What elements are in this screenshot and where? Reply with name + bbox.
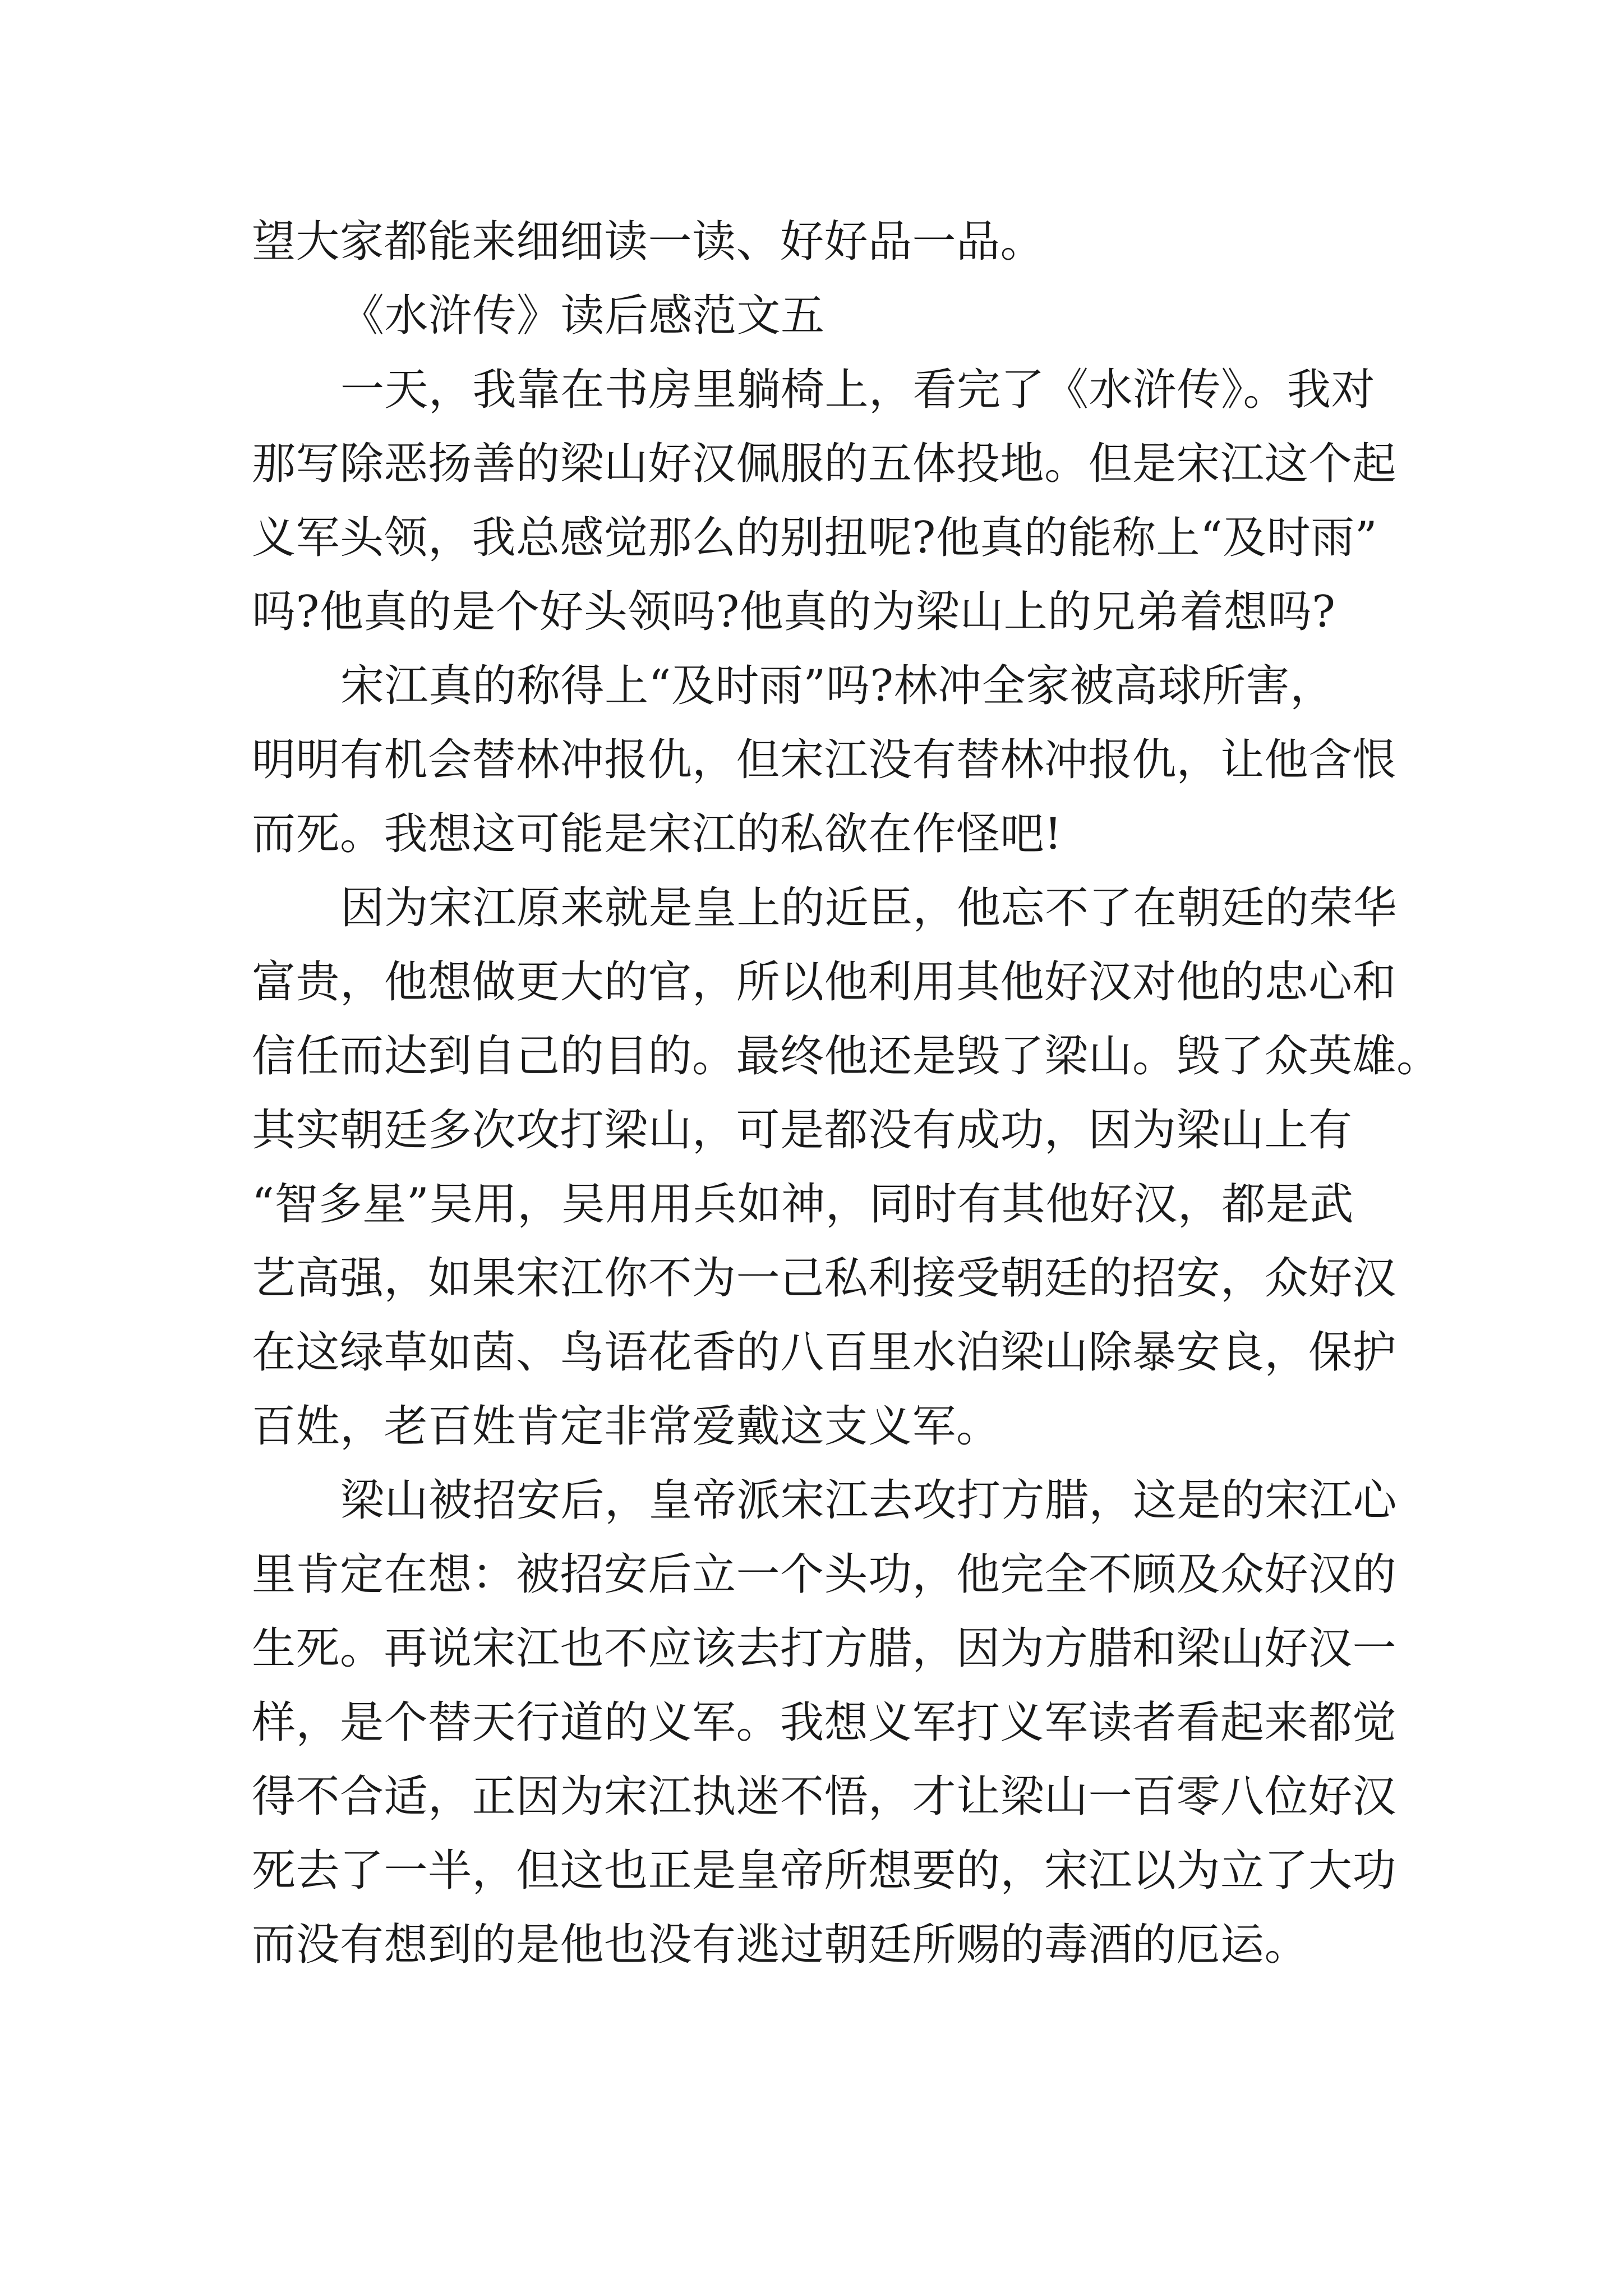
text-line: 义军头领，我总感觉那么的别扭呢?他真的能称上“及时雨” — [252, 513, 1378, 563]
document-body — [252, 205, 1441, 1982]
text-line: 一天，我靠在书房里躺椅上，看完了《水浒传》。我对 — [340, 365, 1376, 415]
text-line: 宋江真的称得上“及时雨”吗?林冲全家被高球所害， — [340, 661, 1334, 711]
text-line: 明明有机会替林冲报仇，但宋江没有替林冲报仇，让他含恨 — [252, 735, 1397, 785]
text-line: 望大家都能来细细读一读、好好品一品。 — [252, 217, 1045, 267]
text-line: 艺高强，如果宋江你不为一己私利接受朝廷的招安，众好汉 — [252, 1253, 1397, 1304]
text-line: 死去了一半，但这也正是皇帝所想要的，宋江以为立了大功 — [252, 1846, 1397, 1896]
text-line: 吗?他真的是个好头领吗?他真的为梁山上的兄弟着想吗? — [252, 587, 1336, 637]
text-line: 信任而达到自己的目的。最终他还是毁了梁山。毁了众英雄。 — [252, 1031, 1441, 1082]
text-line: 梁山被招安后，皇帝派宋江去攻打方腊，这是的宋江心 — [340, 1475, 1398, 1526]
text-line: 在这绿草如茵、鸟语花香的八百里水泊梁山除暴安良，保护 — [252, 1327, 1397, 1378]
text-line: 样，是个替天行道的义军。我想义军打义军读者看起来都觉 — [252, 1697, 1397, 1748]
text-line: 其实朝廷多次攻打梁山，可是都没有成功，因为梁山上有 — [252, 1105, 1353, 1156]
text-line: 而死。我想这可能是宋江的私欲在作怪吧! — [252, 809, 1062, 859]
text-line: 因为宋江原来就是皇上的近臣，他忘不了在朝廷的荣华 — [340, 883, 1398, 933]
text-line: 而没有想到的是他也没有逃过朝廷所赐的毒酒的厄运。 — [252, 1920, 1309, 1970]
section-heading: 《水浒传》读后感范文五 — [340, 291, 825, 341]
text-line: 里肯定在想：被招安后立一个头功，他完全不顾及众好汉的 — [252, 1549, 1397, 1600]
text-line: 那写除恶扬善的梁山好汉佩服的五体投地。但是宋江这个起 — [252, 439, 1397, 489]
text-line: 得不合适，正因为宋江执迷不悟，才让梁山一百零八位好汉 — [252, 1772, 1397, 1822]
text-line: 生死。再说宋江也不应该去打方腊，因为方腊和梁山好汉一 — [252, 1623, 1397, 1674]
text-line: 富贵，他想做更大的官，所以他利用其他好汉对他的忠心和 — [252, 957, 1397, 1007]
text-line: “智多星”吴用，吴用用兵如神，同时有其他好汉，都是武 — [252, 1179, 1354, 1230]
text-line: 百姓，老百姓肯定非常爱戴这支义军。 — [252, 1401, 1000, 1452]
